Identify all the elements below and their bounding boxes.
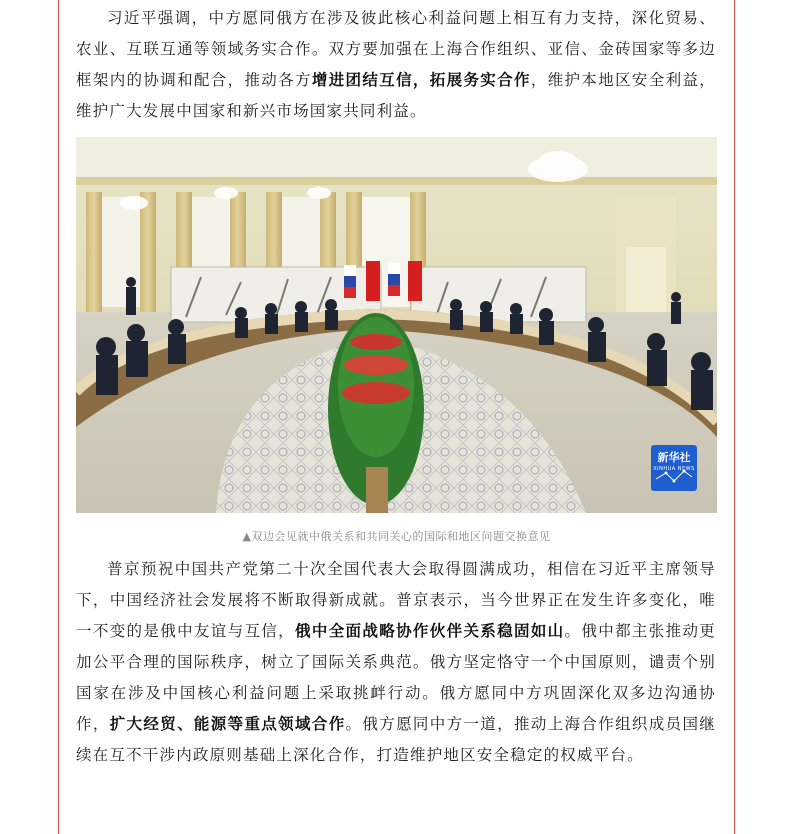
para1-text-2: ，维护本地区安全利益，维护广大发展中国家和新兴市场国家共同利益。: [76, 71, 716, 120]
left-border-line: [58, 0, 59, 834]
para1-bold-1: 增进团结互信，拓展务实合作: [311, 71, 531, 89]
xinhua-logo: [651, 445, 697, 491]
paragraph-1: [76, 3, 716, 127]
right-border-line: [734, 0, 735, 834]
meeting-photo: [76, 137, 717, 513]
para2-text-3: 。俄方愿同中方一道，推动上海合作组织成员国继续在互不干涉内政原则基础上深化合作，打造维护地区安全稳定的权威平台。: [76, 715, 716, 764]
para1-text-1: 习近平强调，中方愿同俄方在涉及彼此核心利益问题上相互有力支持，深化贸易、农业、互联互通等领域务实合作。双方要加强在上海合作组织、亚信、金砖国家等多边框架内的协调和配合，推动各方: [76, 9, 716, 89]
paragraph-2: [76, 554, 716, 771]
para2-bold-2: 扩大经贸、能源等重点领域合作: [109, 715, 346, 733]
meeting-hall-illustration: [76, 137, 717, 513]
para2-text-1: 普京预祝中国共产党第二十次全国代表大会取得圆满成功，相信在习近平主席领导下，中国经济社会发展将不断取得新成就。普京表示，当今世界正在发生许多变化，唯一不变的是俄中友谊与互信，: [76, 560, 716, 640]
para2-bold-1: 俄中全面战略协作伙伴关系稳固如山: [295, 622, 565, 640]
logo-text-en: XINHUA NEWS: [653, 466, 695, 472]
logo-text-cn: 新华社: [657, 451, 691, 464]
photo-caption: ▲双边会见就中俄关系和共同关心的国际和地区问题交换意见: [242, 530, 551, 543]
para2-text-2: 。俄中都主张推动更加公平合理的国际秩序，树立了国际关系典范。俄方坚定恪守一个中国原则，谴责个别国家在涉及中国核心利益问题上采取挑衅行动。俄方愿同中方巩固深化双多边沟通协作，: [76, 622, 716, 733]
